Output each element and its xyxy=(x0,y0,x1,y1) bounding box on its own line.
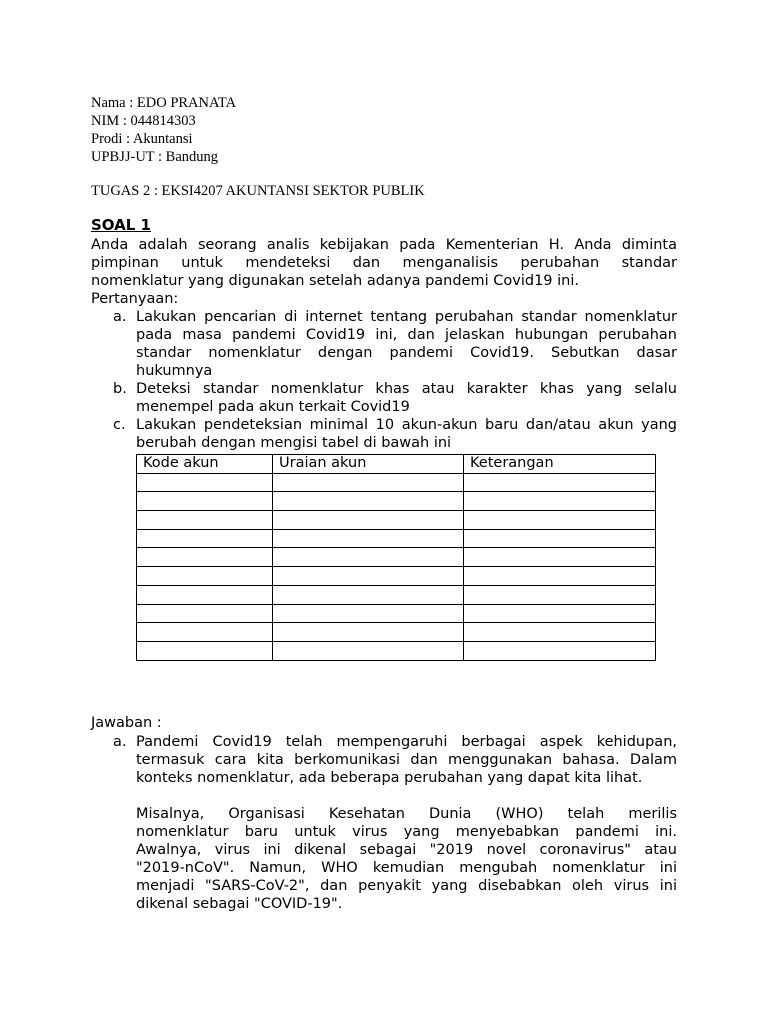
soal-heading: SOAL 1 xyxy=(91,216,151,234)
answer-line: termasuk cara kita berkomunikasi dan menggunakan bahasa. Dalam xyxy=(136,752,677,768)
soal-intro xyxy=(91,236,677,308)
answer-line: konteks nomenklatur, ada beberapa perubahan yang dapat kita lihat. xyxy=(136,770,643,786)
table-header-cell: Kode akun xyxy=(137,455,273,474)
table-cell[interactable] xyxy=(464,492,656,511)
answer-line: menjadi "SARS-CoV-2", dan penyakit yang disebabkan oleh virus ini xyxy=(136,878,677,894)
intro-line: nomenklatur yang digunakan setelah adanya pandemi Covid19 ini. xyxy=(91,273,579,289)
answer-line: Awalnya, virus ini dikenal sebagai "2019 novel coronavirus" atau xyxy=(136,842,677,858)
question-list xyxy=(91,308,677,452)
table-row xyxy=(137,623,656,642)
table-row xyxy=(137,548,656,567)
list-marker: c. xyxy=(113,417,126,433)
assignment-title: TUGAS 2 : EKSI4207 AKUNTANSI SEKTOR PUBLIK xyxy=(91,183,425,199)
table-cell[interactable] xyxy=(273,548,464,567)
table-cell[interactable] xyxy=(464,548,656,567)
question-line: berubah dengan mengisi tabel di bawah ini xyxy=(136,435,452,451)
answer-line: "2019-nCoV". Namun, WHO kemudian mengubah nomenklatur ini xyxy=(136,860,677,876)
question-line: Lakukan pencarian di internet tentang perubahan standar nomenklatur xyxy=(136,309,677,325)
table-cell[interactable] xyxy=(464,623,656,642)
answer-line: nomenklatur baru untuk virus yang menyebabkan pandemi ini. xyxy=(136,824,677,840)
table-cell[interactable] xyxy=(464,641,656,660)
table-header-cell: Keterangan xyxy=(464,455,656,474)
list-marker: b. xyxy=(113,381,127,397)
table-cell[interactable] xyxy=(464,529,656,548)
answer-line: Pandemi Covid19 telah mempengaruhi berbagai aspek kehidupan, xyxy=(136,734,677,750)
table-cell[interactable] xyxy=(137,641,273,660)
table-cell[interactable] xyxy=(273,511,464,530)
table-cell[interactable] xyxy=(464,473,656,492)
list-marker: a. xyxy=(113,309,127,325)
table-header-row xyxy=(137,455,656,474)
paragraph-gap xyxy=(136,787,677,805)
table-cell[interactable] xyxy=(137,604,273,623)
table-row xyxy=(137,604,656,623)
table-cell[interactable] xyxy=(464,511,656,530)
pertanyaan-label: Pertanyaan: xyxy=(91,291,179,307)
question-line: standar nomenklatur dengan pandemi Covid19. Sebutkan dasar xyxy=(136,345,677,361)
question-line: menempel pada akun terkait Covid19 xyxy=(136,399,410,415)
table-cell[interactable] xyxy=(464,567,656,586)
table-row xyxy=(137,641,656,660)
table-header-cell: Uraian akun xyxy=(273,455,464,474)
table-row xyxy=(137,585,656,604)
table-cell[interactable] xyxy=(137,623,273,642)
table-cell[interactable] xyxy=(137,511,273,530)
question-line: Deteksi standar nomenklatur khas atau karakter khas yang selalu xyxy=(136,381,677,397)
question-item-b xyxy=(91,380,677,416)
table-row xyxy=(137,567,656,586)
akun-table xyxy=(136,454,656,661)
table-cell[interactable] xyxy=(273,641,464,660)
table-cell[interactable] xyxy=(137,585,273,604)
table-row xyxy=(137,492,656,511)
table-row xyxy=(137,473,656,492)
table-cell[interactable] xyxy=(464,604,656,623)
table-row xyxy=(137,511,656,530)
table-cell[interactable] xyxy=(273,623,464,642)
student-nim: NIM : 044814303 xyxy=(91,113,196,129)
answer-list xyxy=(91,733,677,913)
question-item-c xyxy=(91,416,677,452)
table-cell[interactable] xyxy=(137,529,273,548)
student-info xyxy=(91,94,691,166)
table-cell[interactable] xyxy=(137,473,273,492)
question-line: Lakukan pendeteksian minimal 10 akun-akun baru dan/atau akun yang xyxy=(136,417,677,433)
intro-line: pimpinan untuk mendeteksi dan menganalisis perubahan standar xyxy=(91,255,677,271)
question-item-a xyxy=(91,308,677,380)
jawaban-label: Jawaban : xyxy=(91,715,162,731)
question-line: pada masa pandemi Covid19 ini, dan jelaskan hubungan perubahan xyxy=(136,327,677,343)
table-cell[interactable] xyxy=(273,529,464,548)
table-cell[interactable] xyxy=(273,585,464,604)
intro-line: Anda adalah seorang analis kebijakan pada Kementerian H. Anda diminta xyxy=(91,237,677,253)
table-cell[interactable] xyxy=(137,548,273,567)
student-prodi: Prodi : Akuntansi xyxy=(91,131,193,147)
table-cell[interactable] xyxy=(273,604,464,623)
list-marker: a. xyxy=(113,734,127,750)
table-cell[interactable] xyxy=(273,473,464,492)
table-cell[interactable] xyxy=(273,567,464,586)
table-cell[interactable] xyxy=(464,585,656,604)
table-row xyxy=(137,529,656,548)
answer-line: dikenal sebagai "COVID-19". xyxy=(136,896,343,912)
table-cell[interactable] xyxy=(137,567,273,586)
student-upbjj: UPBJJ-UT : Bandung xyxy=(91,149,219,165)
student-name: Nama : EDO PRANATA xyxy=(91,95,237,111)
answer-item-a xyxy=(91,733,677,913)
table-cell[interactable] xyxy=(273,492,464,511)
table-cell[interactable] xyxy=(137,492,273,511)
answer-line: Misalnya, Organisasi Kesehatan Dunia (WHO) telah merilis xyxy=(136,806,677,822)
question-line: hukumnya xyxy=(136,363,213,379)
